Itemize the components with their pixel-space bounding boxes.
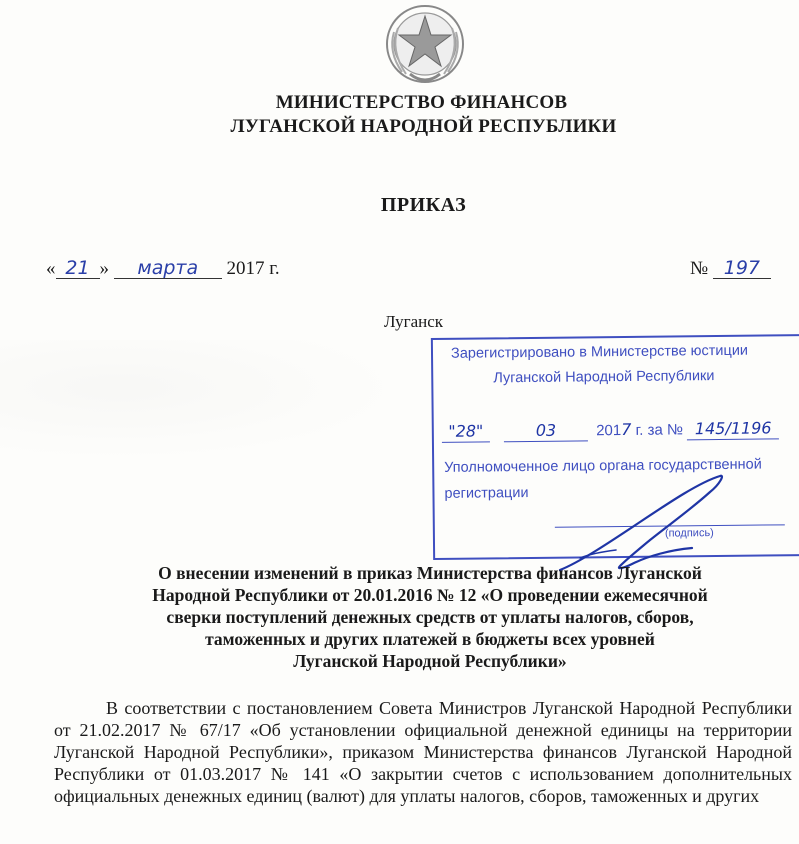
stamp-date-line bbox=[442, 418, 780, 443]
stamp-line1: Зарегистрировано в Министерстве юстиции bbox=[450, 342, 749, 362]
subject-line5: Луганской Народной Республики» bbox=[293, 651, 567, 671]
date-close-quote: » bbox=[99, 258, 109, 279]
date-year: 2017 г. bbox=[226, 258, 280, 279]
subject-line3: сверки поступлений денежных средств от уплаты налогов, сборов, bbox=[166, 607, 694, 627]
date-day: 21 bbox=[56, 258, 100, 279]
subject-line2: Народной Республики от 20.01.2016 № 12 «О проведении ежемесячной bbox=[152, 585, 708, 605]
order-number bbox=[690, 258, 771, 280]
ministry-title-line1: МИНИСТЕРСТВО ФИНАНСОВ bbox=[275, 92, 568, 113]
stamp-date-after: г. за № bbox=[635, 421, 684, 439]
order-date bbox=[46, 258, 280, 280]
stamp-date-month: 03 bbox=[504, 420, 588, 442]
document-type-title: ПРИКАЗ bbox=[380, 194, 467, 216]
order-number-label: № bbox=[690, 258, 709, 279]
subject-line4: таможенных и других платежей в бюджеты всех уровней bbox=[205, 629, 655, 649]
ministry-title-line2: ЛУГАНСКОЙ НАРОДНОЙ РЕСПУБЛИКИ bbox=[230, 116, 617, 137]
stamp-reg-number: 145/1196 bbox=[687, 418, 779, 440]
date-open-quote: « bbox=[46, 258, 56, 279]
order-number-value: 197 bbox=[713, 258, 771, 279]
stamp-date-day: "28" bbox=[442, 421, 490, 443]
city: Луганск bbox=[384, 312, 444, 331]
stamp-line2: Луганской Народной Республики bbox=[493, 368, 715, 387]
subject-line1: О внесении изменений в приказ Министерства финансов Луганской bbox=[158, 563, 702, 583]
stamp-line5: регистрации bbox=[444, 485, 529, 502]
stamp-date-year-suffix: 7 bbox=[621, 419, 632, 440]
body-paragraph: В соответствии с постановлением Совета Министров Луганской Народной Республики от 21.02.2017 № 67/17 «Об установлении официальной денежной единицы на территории Луганской Народной Республики», приказом Министерства финансов Луганской Народной Республики от 01.03.2017 № 141 «О закрытии счетов с использованием дополнительных официальных денежных единиц (валют) для уплаты налогов, сборов, таможенных и других bbox=[54, 698, 792, 806]
body-text bbox=[54, 697, 792, 807]
state-emblem-icon bbox=[380, 2, 470, 88]
stamp-date-year-prefix: 201 bbox=[596, 422, 622, 440]
stamp-signature-caption: (подпись) bbox=[664, 527, 714, 540]
paper-texture bbox=[0, 340, 400, 460]
date-month: марта bbox=[114, 258, 222, 279]
stamp-line4: Уполномоченное лицо органа государственной bbox=[444, 456, 762, 476]
